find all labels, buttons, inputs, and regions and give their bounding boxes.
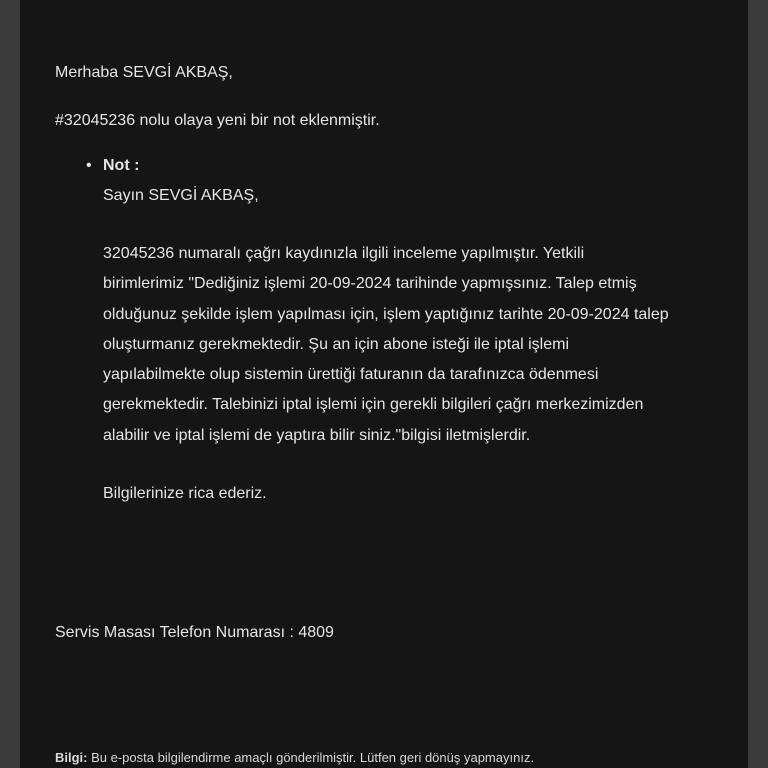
greeting: Merhaba SEVGİ AKBAŞ, xyxy=(55,64,233,81)
footer-info xyxy=(55,750,534,765)
note-body-line: alabilir ve iptal işlemi de yaptıra bilir siniz."bilgisi iletmişlerdir. xyxy=(103,426,531,444)
email-body xyxy=(20,0,748,768)
note-body-line: gerekmektedir. Talebinizi iptal işlemi için gerekli bilgileri çağrı merkezimizden xyxy=(103,396,644,414)
bullet-icon: • xyxy=(86,157,92,174)
note-body-line: 32045236 numaralı çağrı kaydınızla ilgili inceleme yapılmıştır. Yetkili xyxy=(103,245,585,262)
note-body-line: olduğunuz şekilde işlem yapılması için, işlem yaptığınız tarihte 20-09-2024 talep xyxy=(103,305,669,323)
note-block xyxy=(103,154,669,506)
footer-text: Bu e-posta bilgilendirme amaçlı gönderilmiştir. Lütfen geri dönüş yapmayınız. xyxy=(87,750,535,765)
note-body-line: oluşturmanız gerekmektedir. Şu an için abone isteği ile iptal işlemi xyxy=(103,335,570,353)
note-body-line: yapılabilmekte olup sistemin ürettiği faturanın da tarafınızca ödenmesi xyxy=(103,366,599,384)
service-desk-phone: Servis Masası Telefon Numarası : 4809 xyxy=(55,624,334,641)
footer-label: Bilgi: xyxy=(55,750,88,765)
note-body xyxy=(103,239,669,451)
intro-text: #32045236 nolu olaya yeni bir not eklenmiştir. xyxy=(55,112,380,129)
note-closing: Bilgilerinize rica ederiz. xyxy=(103,485,267,503)
note-label: Not : xyxy=(103,157,140,174)
note-body-line: birimlerimiz "Dediğiniz işlemi 20-09-2024 tarihinde yapmışsınız. Talep etmiş xyxy=(103,275,637,293)
note-salutation: Sayın SEVGİ AKBAŞ, xyxy=(103,187,259,204)
